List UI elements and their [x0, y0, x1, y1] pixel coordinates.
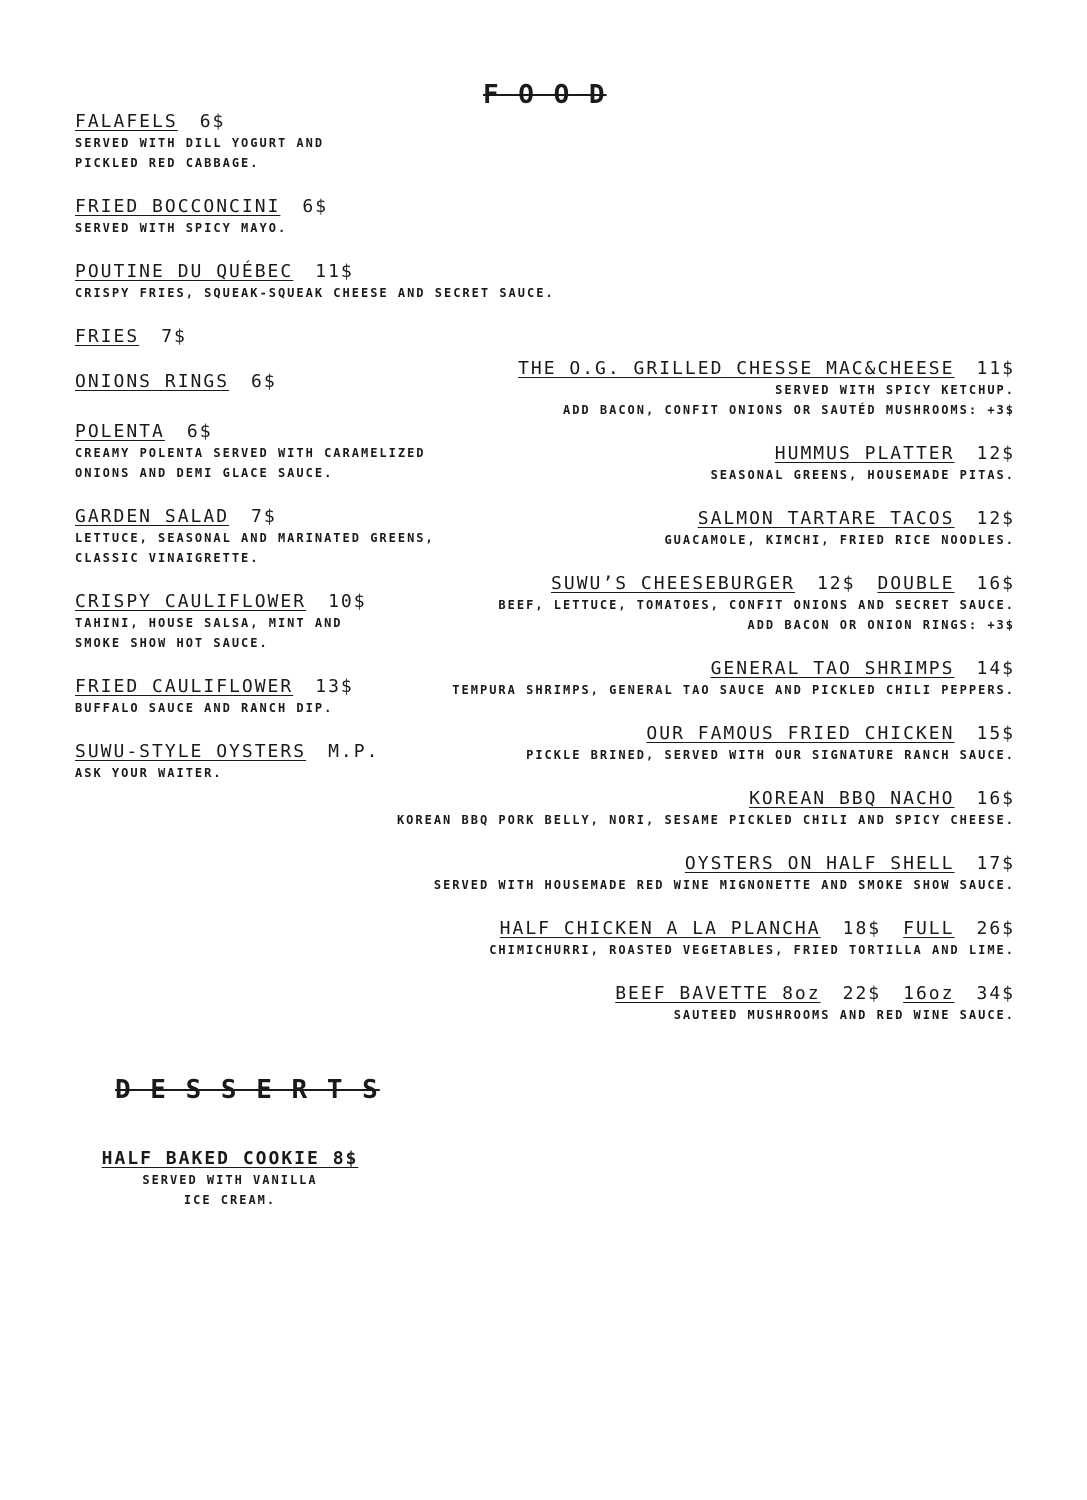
item-price: 14$ [976, 658, 1015, 679]
item-description: SERVED WITH HOUSEMADE RED WINE MIGNONETTE AND SMOKE SHOW SAUCE. [433, 878, 1015, 892]
item-price: 22$ [842, 983, 882, 1004]
menu-item-onion-rings [75, 371, 277, 393]
item-name: OYSTERS ON HALF SHELL [684, 853, 955, 874]
item-description: TEMPURA SHRIMPS, GENERAL TAO SAUCE AND PICKLED CHILI PEPPERS. [452, 683, 1015, 697]
item-description: ONIONS AND DEMI GLACE SAUCE. [75, 466, 334, 480]
item-price: 12$ [816, 573, 856, 594]
item-price: 13$ [315, 676, 354, 697]
item-price: 7$ [251, 506, 277, 527]
menu-item-crispy-cauliflower [75, 591, 367, 653]
item-alt-price: 34$ [976, 983, 1015, 1004]
item-description: SMOKE SHOW HOT SAUCE. [75, 636, 269, 650]
item-description: SERVED WITH VANILLA [142, 1173, 318, 1187]
item-name: FRIED CAULIFLOWER [75, 676, 294, 697]
food-section-title: F O O D [483, 80, 607, 110]
menu-item-fried-bocconcini [75, 196, 328, 238]
item-price: 12$ [976, 508, 1015, 529]
item-name: HALF CHICKEN A LA PLANCHA [499, 918, 821, 939]
item-price: 6$ [302, 196, 329, 217]
item-description: KOREAN BBQ PORK BELLY, NORI, SESAME PICKLED CHILI AND SPICY CHEESE. [396, 813, 1015, 827]
item-name: POLENTA [75, 421, 165, 442]
item-price: 11$ [315, 261, 354, 282]
item-price: 16$ [976, 788, 1015, 809]
item-price: 18$ [842, 918, 882, 939]
menu-item-fried-cauliflower [75, 676, 354, 718]
item-description: ICE CREAM. [183, 1193, 277, 1207]
item-name: FRIED BOCCONCINI [75, 196, 281, 217]
item-description: SEASONAL GREENS, HOUSEMADE PITAS. [710, 468, 1015, 482]
item-alt-option: 16oz [903, 983, 955, 1004]
item-price: M.P. [328, 741, 380, 762]
item-description: SAUTEED MUSHROOMS AND RED WINE SAUCE. [673, 1008, 1015, 1022]
item-description: CREAMY POLENTA SERVED WITH CARAMELIZED [75, 446, 426, 460]
item-description: CRISPY FRIES, SQUEAK-SQUEAK CHEESE AND SECRET SAUCE. [75, 286, 555, 300]
menu-item-fries [75, 326, 187, 348]
item-price: 15$ [976, 723, 1015, 744]
item-price: 7$ [161, 326, 187, 347]
item-description: PICKLE BRINED, SERVED WITH OUR SIGNATURE RANCH SAUCE. [526, 748, 1015, 762]
menu-item-falafels [75, 111, 324, 173]
menu-item-half-baked-cookie [90, 1148, 370, 1210]
item-name: HUMMUS PLATTER [774, 443, 955, 464]
item-name: GARDEN SALAD [75, 506, 230, 527]
item-description: ADD BACON OR ONION RINGS: +3$ [747, 618, 1015, 632]
item-name: CRISPY CAULIFLOWER [75, 591, 307, 612]
item-name: KOREAN BBQ NACHO [749, 788, 955, 809]
item-alt-price: 16$ [976, 573, 1015, 594]
item-description: TAHINI, HOUSE SALSA, MINT AND [75, 616, 343, 630]
item-description: LETTUCE, SEASONAL AND MARINATED GREENS, [75, 531, 435, 545]
item-name: FALAFELS [75, 111, 178, 132]
menu-item-cheeseburger [498, 573, 1015, 635]
menu-item-polenta [75, 421, 426, 483]
item-name: THE O.G. GRILLED CHESSE MAC&CHEESE [518, 358, 955, 379]
item-description: SERVED WITH SPICY MAYO. [75, 221, 288, 235]
item-description: BUFFALO SAUCE AND RANCH DIP. [75, 701, 334, 715]
item-description: GUACAMOLE, KIMCHI, FRIED RICE NOODLES. [664, 533, 1015, 547]
item-price: 11$ [976, 358, 1015, 379]
menu-item-hummus-platter [711, 443, 1015, 485]
item-price: 6$ [199, 111, 226, 132]
menu-item-mac-and-cheese [518, 358, 1015, 420]
item-name: SALMON TARTARE TACOS [697, 508, 955, 529]
menu-item-garden-salad [75, 506, 435, 568]
item-price: 6$ [251, 371, 277, 392]
menu-item-suwu-oysters [75, 741, 379, 783]
item-description: ASK YOUR WAITER. [75, 766, 223, 780]
item-alt-option: DOUBLE [877, 573, 955, 594]
item-name: GENERAL TAO SHRIMPS [710, 658, 955, 679]
item-name: FRIES [75, 326, 140, 347]
menu-item-fried-chicken [526, 723, 1015, 765]
item-alt-option: FULL [903, 918, 955, 939]
desserts-section-title: D E S S E R T S [115, 1075, 380, 1105]
item-description: PICKLED RED CABBAGE. [75, 156, 260, 170]
menu-item-general-tao-shrimps [452, 658, 1015, 700]
item-description: SERVED WITH SPICY KETCHUP. [775, 383, 1015, 397]
item-description: SERVED WITH DILL YOGURT AND [75, 136, 325, 150]
item-price: 6$ [186, 421, 213, 442]
item-price: 17$ [976, 853, 1015, 874]
menu-item-korean-bbq-nacho [397, 788, 1015, 830]
item-name: SUWU-STYLE OYSTERS [75, 741, 307, 762]
menu-item-beef-bavette [615, 983, 1015, 1025]
item-price: 12$ [976, 443, 1015, 464]
item-name: SUWU’S CHEESEBURGER [551, 573, 795, 594]
menu-item-oysters-half-shell [434, 853, 1015, 895]
item-name: OUR FAMOUS FRIED CHICKEN [646, 723, 955, 744]
item-name: HALF BAKED COOKIE 8$ [101, 1148, 359, 1169]
item-description: BEEF, LETTUCE, TOMATOES, CONFIT ONIONS AND SECRET SAUCE. [498, 598, 1015, 612]
item-description: CHIMICHURRI, ROASTED VEGETABLES, FRIED TORTILLA AND LIME. [489, 943, 1015, 957]
menu-item-poutine [75, 261, 555, 303]
item-name: ONIONS RINGS [75, 371, 230, 392]
item-description: ADD BACON, CONFIT ONIONS OR SAUTÉD MUSHROOMS: +3$ [562, 403, 1015, 417]
item-alt-price: 26$ [976, 918, 1015, 939]
item-name: BEEF BAVETTE 8oz [615, 983, 821, 1004]
menu-item-half-chicken [489, 918, 1015, 960]
item-description: CLASSIC VINAIGRETTE. [75, 551, 260, 565]
menu-item-salmon-tacos [664, 508, 1015, 550]
item-price: 10$ [328, 591, 367, 612]
item-name: POUTINE DU QUÉBEC [75, 261, 294, 282]
